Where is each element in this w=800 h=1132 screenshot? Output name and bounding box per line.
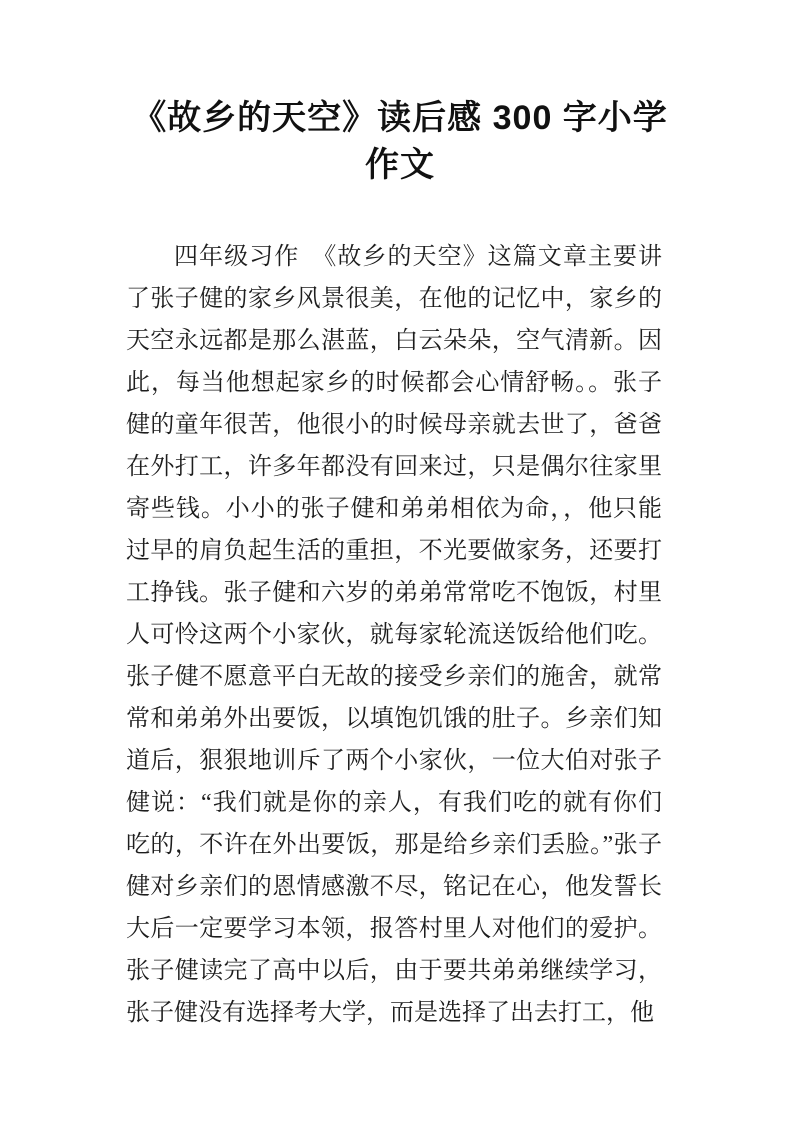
body-paragraph: 四年级习作 《故乡的天空》这篇文章主要讲了张子健的家乡风景很美，在他的记忆中，家乡的天空永远都是那么湛蓝，白云朵朵，空气清新。因此，每当他想起家乡的时候都会心情舒畅。。张子健的童年很苦，他很小的时候母亲就去世了，爸爸在外打工，许多年都没有回来过，只是偶尔往家里寄些钱。小小的张子健和弟弟相依为命，，他只能过早的肩负起生活的重担，不光要做家务，还要打工挣钱。张子健和六岁的弟弟常常吃不饱饭，村里人可怜这两个小家伙，就每家轮流送饭给他们吃。张子健不愿意平白无故的接受乡亲们的施舍，就常常和弟弟外出要饭，以填饱饥饿的肚子。乡亲们知道后，狠狠地训斥了两个小家伙，一位大伯对张子健说：“我们就是你的亲人，有我们吃的就有你们吃的，不许在外出要饭，那是给乡亲们丢脸。”张子健对乡亲们的恩情感激不尽，铭记在心，他发誓长大后一定要学习本领，报答村里人对他们的爱护。张子健读完了高中以后，由于要共弟弟继续学习，张子健没有选择考大学，而是选择了出去打工，他 — [126, 244, 662, 1026]
document-title: 《故乡的天空》读后感 300 字小学作文 — [132, 99, 668, 184]
